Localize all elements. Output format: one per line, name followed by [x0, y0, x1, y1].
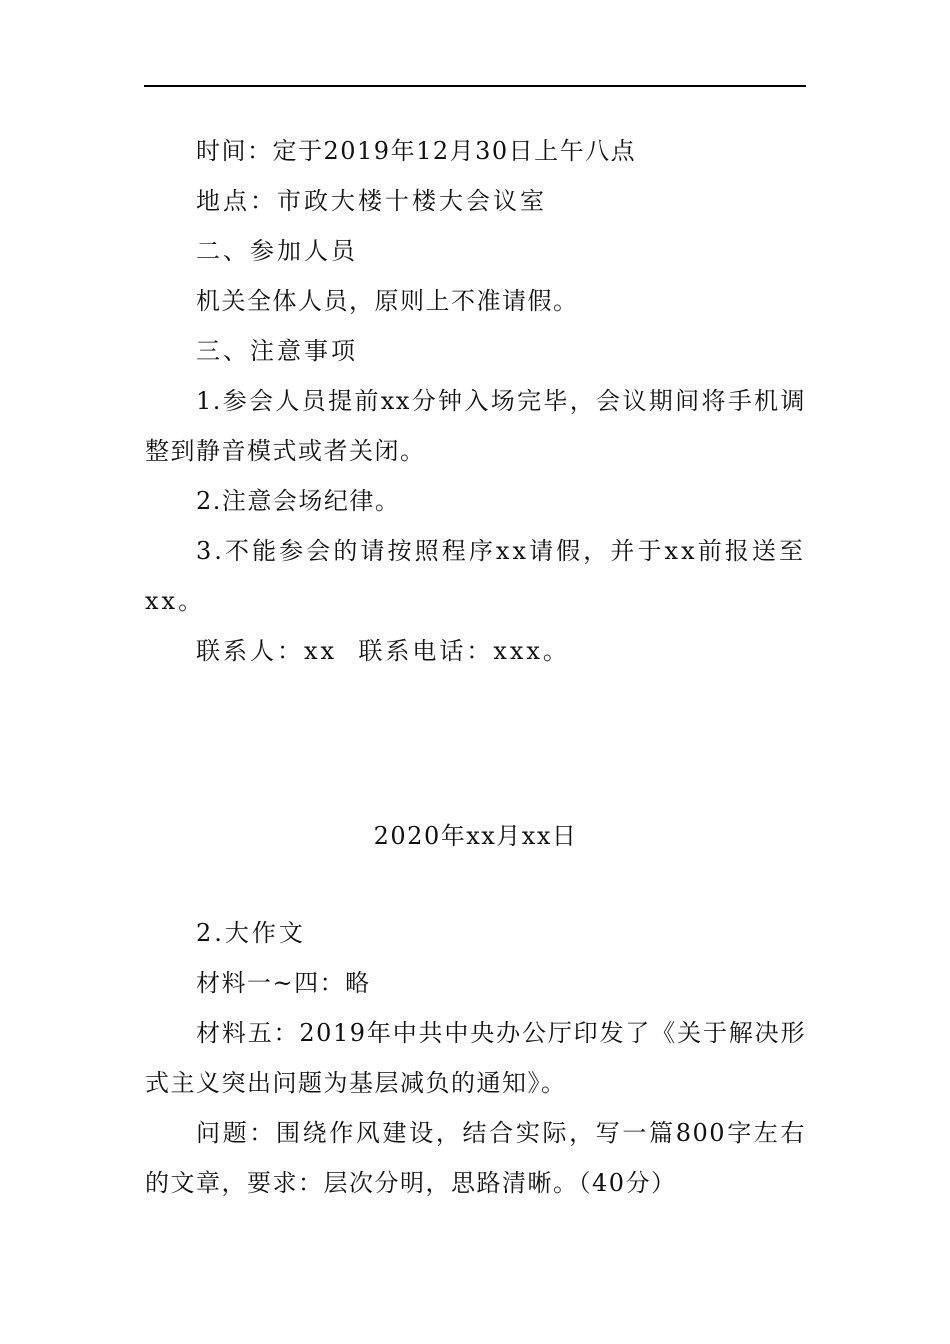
essay-material-1-4: 材料一~四：略: [196, 969, 371, 997]
contact-line: 联系人：xx 联系电话：xxx。: [196, 637, 570, 665]
note-item-2: 2.注意会场纪律。: [196, 487, 401, 515]
note-item-1: 1.参会人员提前xx分钟入场完毕，会议期间将手机调整到静音模式或者关闭。: [145, 387, 806, 465]
essay-heading: 2.大作文: [196, 919, 306, 947]
essay-question: 问题：围绕作风建设，结合实际，写一篇800字左右的文章，要求：层次分明，思路清晰。（40分）: [145, 1119, 806, 1197]
spacer: [145, 676, 806, 811]
meeting-location: 地点：市政大楼十楼大会议室: [196, 187, 547, 215]
notice-date: 2020年xx月xx日: [373, 822, 578, 850]
header-rule: [144, 85, 806, 87]
section-heading-participants: 二、参加人员: [196, 237, 358, 265]
section-heading-notes: 三、注意事项: [196, 337, 358, 365]
spacer: [145, 861, 806, 908]
meeting-time: 时间：定于2019年12月30日上午八点: [196, 137, 637, 165]
note-item-3: 3.不能参会的请按照程序xx请假，并于xx前报送至xx。: [145, 537, 806, 615]
participants-text: 机关全体人员，原则上不准请假。: [196, 287, 579, 315]
essay-material-5: 材料五：2019年中共中央办公厅印发了《关于解决形式主义突出问题为基层减负的通知》。: [145, 1019, 806, 1097]
document-body: [145, 126, 806, 1208]
